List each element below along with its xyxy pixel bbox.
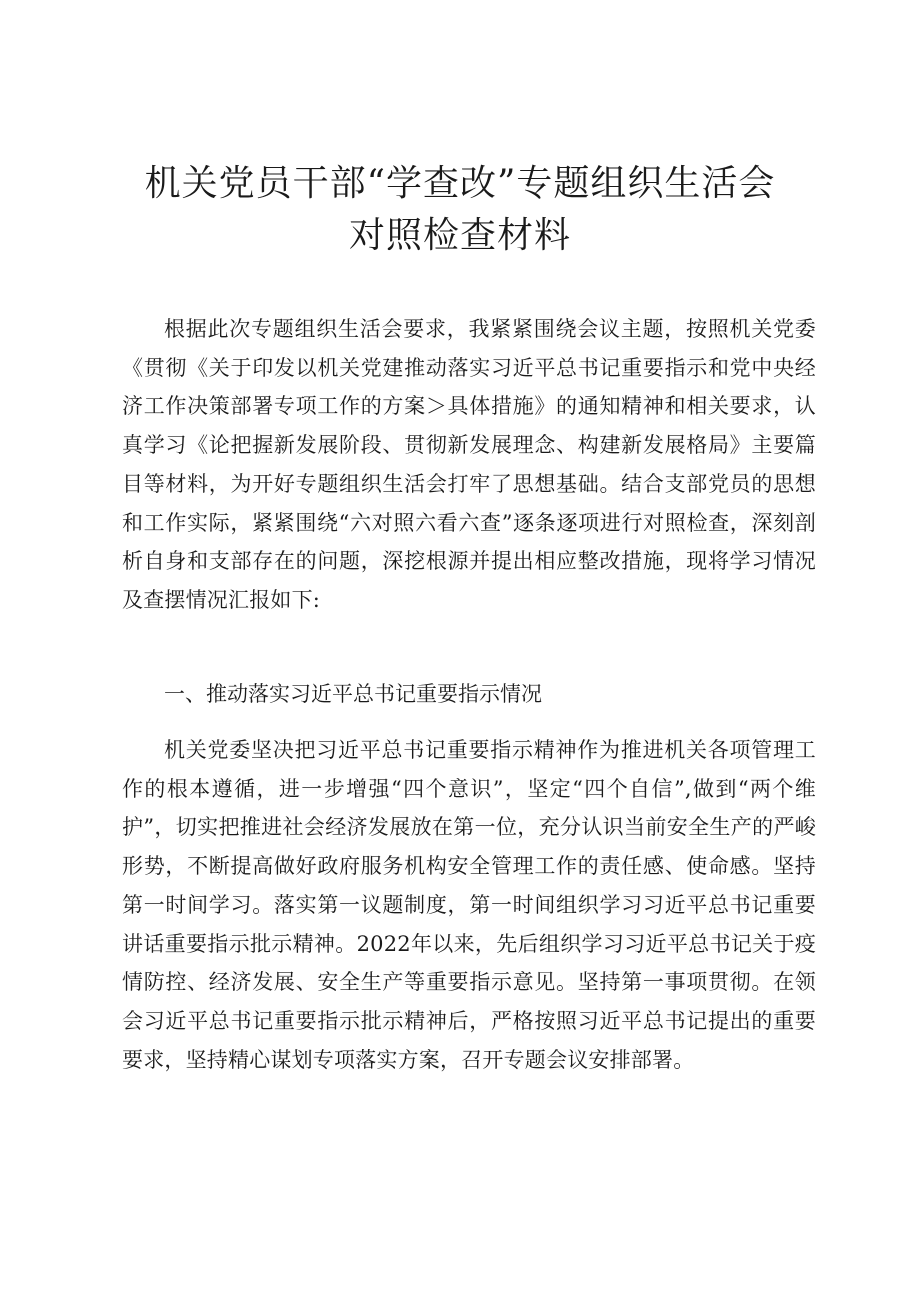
section-1-heading: 一、推动落实习近平总书记重要指示情况 xyxy=(164,682,542,706)
document-title-line-2: 对照检查材料 xyxy=(348,215,571,256)
section-1-paragraph: 机关党委坚决把习近平总书记重要指示精神作为推进机关各项管理工作的根本遵循，进一步增强“四个意识”，坚定“四个自信”,做到“两个维护”，切实把推进社会经济发展放在第一位，充分认识当前安全生产的严峻形势，不断提高做好政府服务机构安全管理工作的责任感、使命感。坚持第一时间学习。落实第一议题制度，第一时间组织学习习近平总书记重要讲话重要指示批示精神。2022年以来，先后组织学习习近平总书记关于疫情防控、经济发展、安全生产等重要指示意见。坚持第一事项贯彻。在领会习近平总书记重要指示批示精神后，严格按照习近平总书记提出的重要要求，坚持精心谋划专项落实方案，召开专题会议安排部署。 xyxy=(122,738,816,1072)
document-title-line-1: 机关党员干部“学查改”专题组织生活会 xyxy=(144,163,776,204)
intro-paragraph: 根据此次专题组织生活会要求，我紧紧围绕会议主题，按照机关党委《贯彻《关于印发以机关党建推动落实习近平总书记重要指示和党中央经济工作决策部署专项工作的方案＞具体措施》的通知精神和相关要求，认真学习《论把握新发展阶段、贯彻新发展理念、构建新发展格局》主要篇目等材料，为开好专题组织生活会打牢了思想基础。结合支部党员的思想和工作实际，紧紧围绕“六对照六看六查”逐条逐项进行对照检查，深刻剖析自身和支部存在的问题，深挖根源并提出相应整改措施，现将学习情况及查摆情况汇报如下: xyxy=(122,317,816,612)
